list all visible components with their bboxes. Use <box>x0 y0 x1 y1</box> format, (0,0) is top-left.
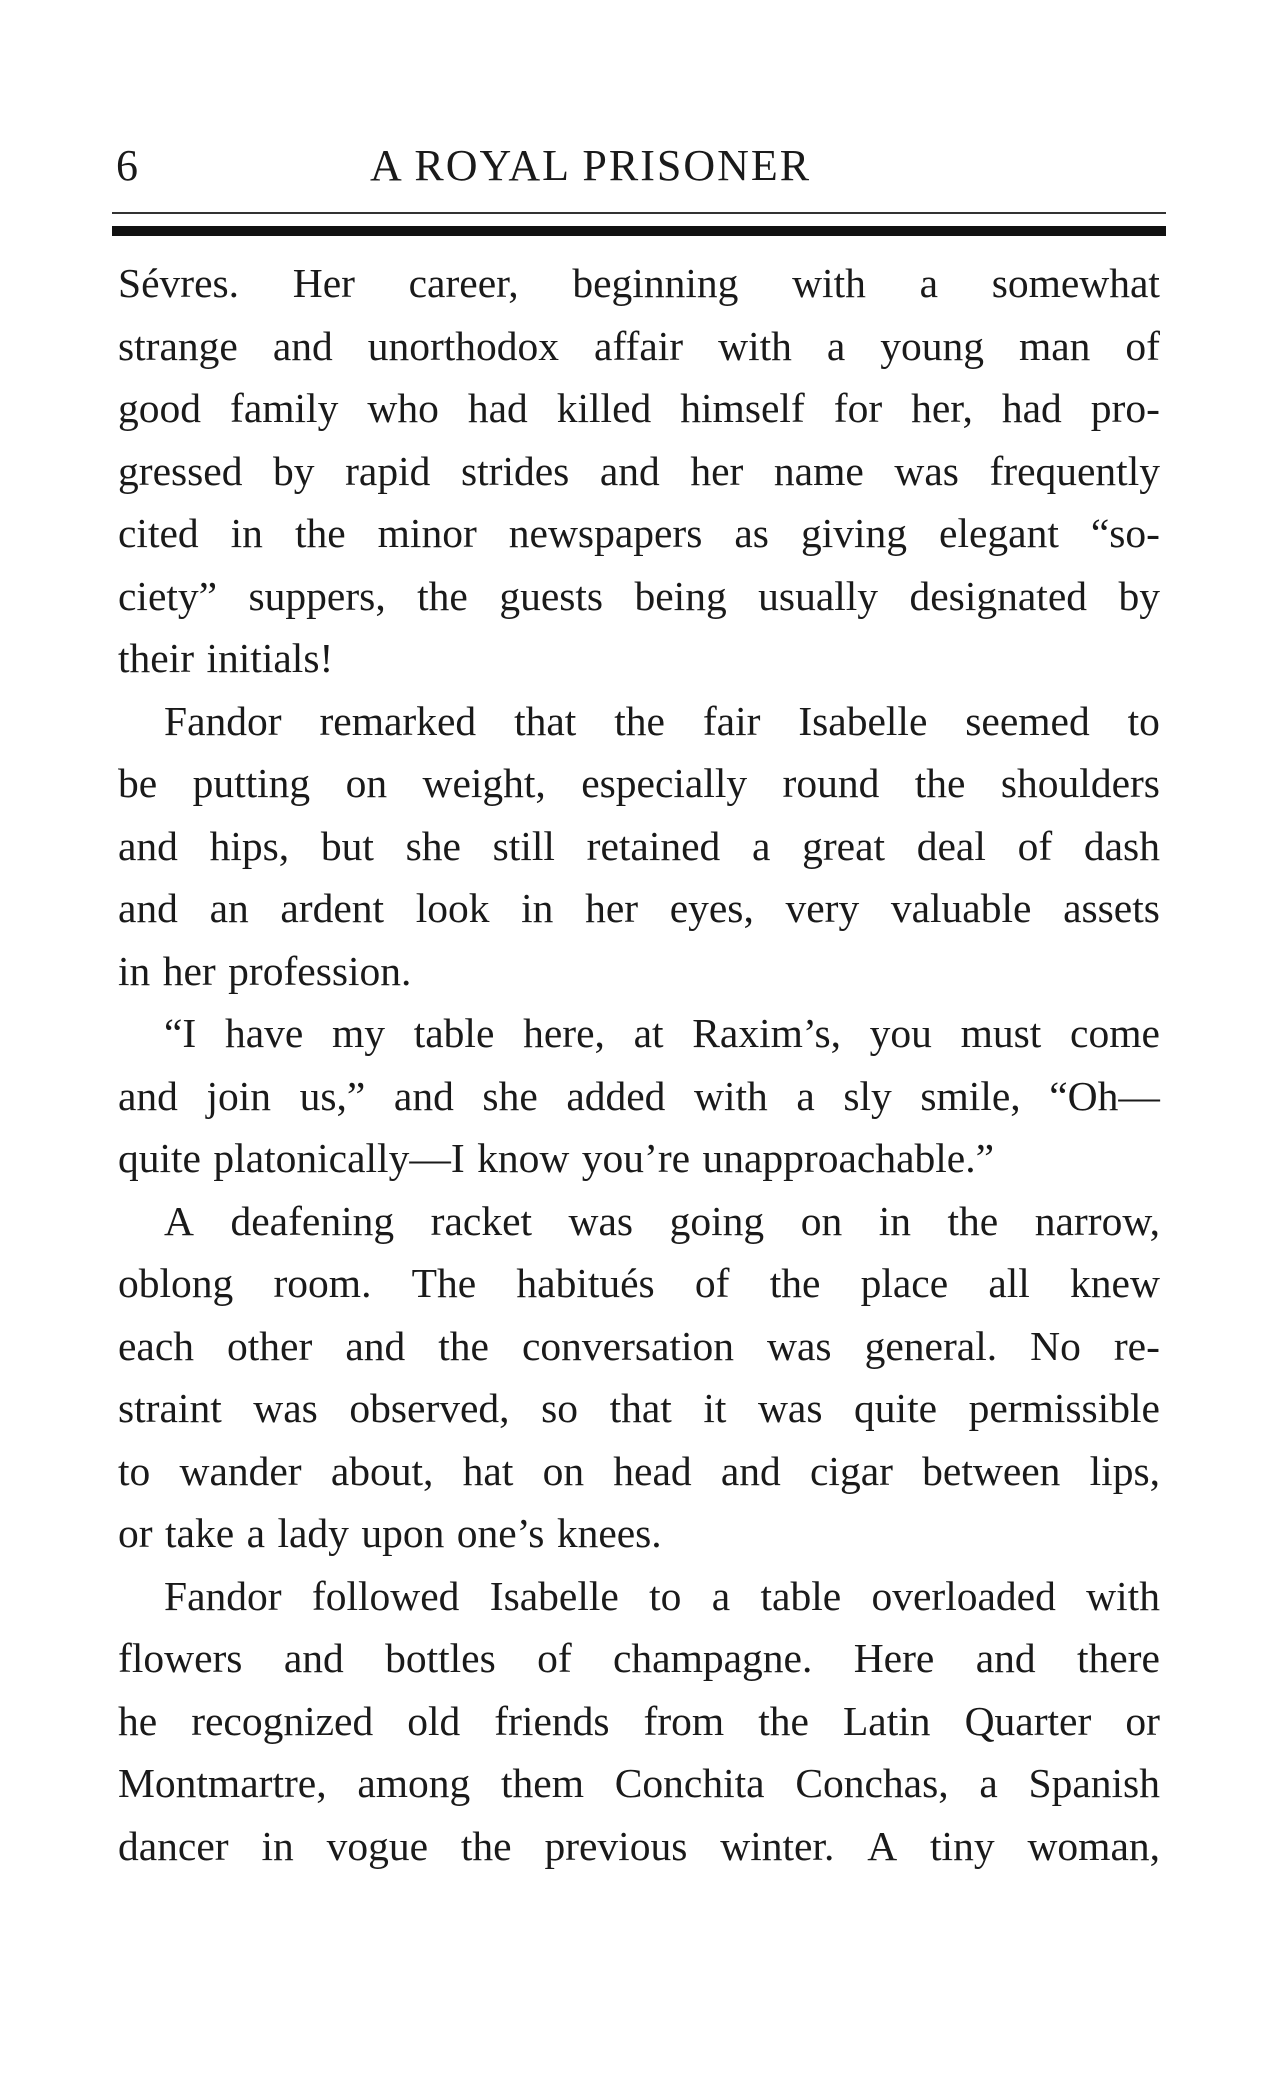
paragraph <box>118 1002 1160 1190</box>
text-line: straint was observed, so that it was quite permissible <box>118 1385 1160 1431</box>
text-line: and an ardent look in her eyes, very valuable assets <box>118 885 1160 931</box>
text-line: Fandor remarked that the fair Isabelle seemed to <box>164 697 1160 744</box>
text-line: A deafening racket was going on in the narrow, <box>164 1197 1160 1244</box>
paragraph <box>118 1565 1160 1878</box>
text-line: each other and the conversation was general. No re- <box>118 1322 1160 1369</box>
text-line: cited in the minor newspapers as giving elegant “so- <box>118 510 1160 556</box>
text-line: oblong room. The habitués of the place all knew <box>118 1260 1160 1306</box>
text-line: their initials! <box>118 635 334 681</box>
body-text <box>118 252 1160 1877</box>
text-line: or take a lady upon one’s knees. <box>118 1510 662 1556</box>
paragraph <box>118 690 1160 1003</box>
text-line: gressed by rapid strides and her name was frequently <box>118 447 1160 494</box>
header-rule-thin <box>112 212 1166 214</box>
text-line: Sévres. Her career, beginning with a somewhat <box>118 260 1160 306</box>
text-line: Montmartre, among them Conchita Conchas, a Spanish <box>118 1760 1160 1806</box>
text-line: “I have my table here, at Raxim’s, you must come <box>164 1010 1160 1056</box>
text-line: in her profession. <box>118 947 412 994</box>
text-line: and hips, but she still retained a great deal of dash <box>118 822 1160 869</box>
page-header <box>116 140 1162 200</box>
text-line: to wander about, hat on head and cigar between lips, <box>118 1447 1160 1494</box>
text-line: good family who had killed himself for her, had pro- <box>118 385 1160 431</box>
text-line: quite platonically—I know you’re unapproachable.” <box>118 1135 995 1181</box>
header-rule-thick <box>112 226 1166 236</box>
text-line: dancer in vogue the previous winter. A tiny woman, <box>118 1822 1160 1869</box>
text-line: and join us,” and she added with a sly smile, “Oh— <box>118 1072 1160 1119</box>
page-number: 6 <box>116 141 139 190</box>
text-line: flowers and bottles of champagne. Here and there <box>118 1635 1160 1681</box>
text-line: he recognized old friends from the Latin Quarter or <box>118 1697 1160 1744</box>
text-line: be putting on weight, especially round the shoulders <box>118 760 1160 806</box>
text-line: Fandor followed Isabelle to a table overloaded with <box>164 1572 1160 1619</box>
text-line: ciety” suppers, the guests being usually designated by <box>118 572 1160 619</box>
paragraph <box>118 252 1160 690</box>
running-title: A ROYAL PRISONER <box>370 141 812 190</box>
paragraph <box>118 1190 1160 1565</box>
text-line: strange and unorthodox affair with a young man of <box>118 322 1160 369</box>
